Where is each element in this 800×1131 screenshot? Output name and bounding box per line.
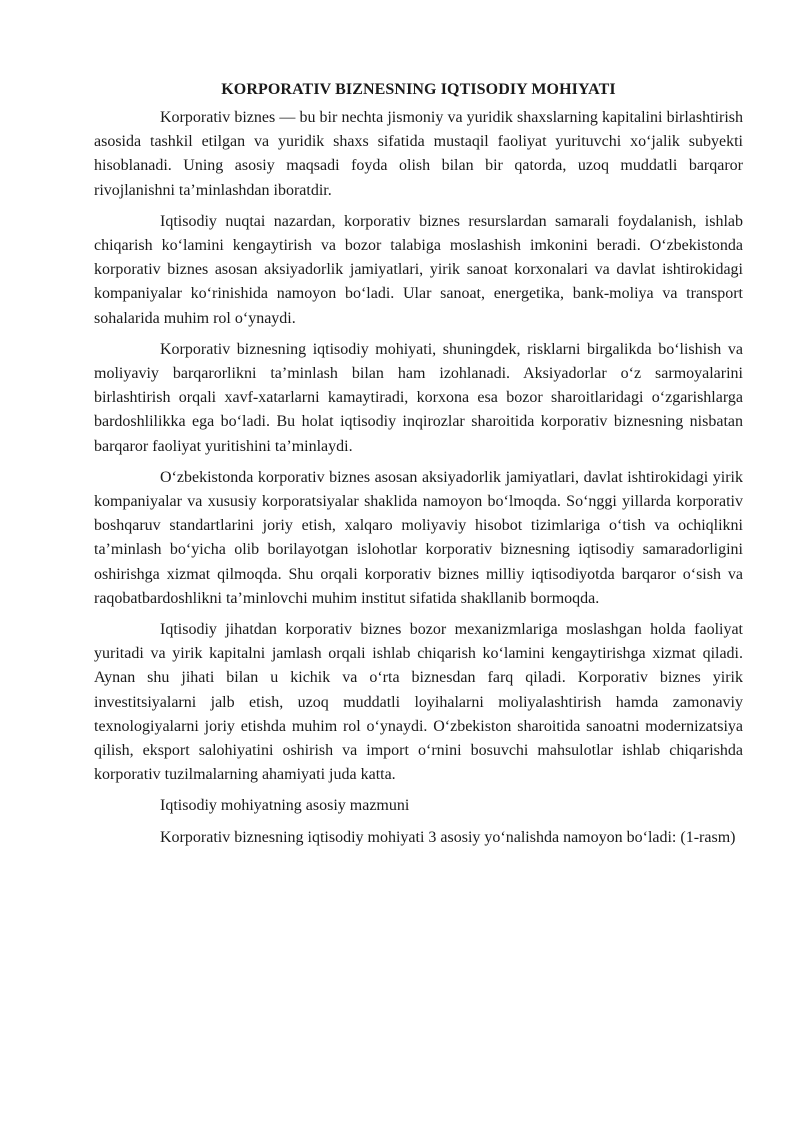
paragraph-3: Korporativ biznesning iqtisodiy mohiyati, shuningdek, risklarni birgalikda bo‘lishish va moliyaviy barqarorlikni ta’minlash bilan ham izohlanadi. Aksiyadorlar o‘z sarmoyalarini birlashtirish orqali xavf-xatarlarni kamaytiradi, korxona esa bozor sharoitlaridagi o‘zgarishlarga bardoshlilikka ega bo‘ladi. Bu holat iqtisodiy inqirozlar sharoitida korporativ biznesning nisbatan barqaror faoliyat yuritishini ta’minlaydi. — [94, 340, 743, 455]
paragraph-4: O‘zbekistonda korporativ biznes asosan aksiyadorlik jamiyatlari, davlat ishtirokidagi yirik kompaniyalar va xususiy korporatsiyalar shaklida namoyon bo‘lmoqda. So‘nggi yillarda korporativ boshqaruv standartlarini joriy etish, xalqaro moliyaviy hisobot tizimlariga o‘tish va ochiqlikni ta’minlash bo‘yicha olib borilayotgan islohotlar korporativ biznesning iqtisodiy samaradorligini oshirishga xizmat qilmoqda. Shu orqali korporativ biznes milliy iqtisodiyotda barqaror o‘sish va raqobatbardoshlikni ta’minlovchi muhim institut sifatida shakllanib bormoqda. — [94, 468, 743, 607]
closing-paragraph: Korporativ biznesning iqtisodiy mohiyati 3 asosiy yo‘nalishda namoyon bo‘ladi: (1-rasm) — [160, 828, 736, 846]
section-subheading: Iqtisodiy mohiyatning asosiy mazmuni — [160, 797, 410, 815]
paragraph-2: Iqtisodiy nuqtai nazardan, korporativ biznes resurslardan samarali foydalanish, ishlab chiqarish ko‘lamini kengaytirish va bozor talabiga moslashish imkonini beradi. O‘zbekistonda korporativ biznes asosan aksiyadorlik jamiyatlari, yirik sanoat korxonalari va davlat ishtirokidagi kompaniyalar ko‘rinishida namoyon bo‘ladi. Ular sanoat, energetika, bank-moliya va transport sohalarida muhim rol o‘ynaydi. — [94, 212, 743, 327]
paragraph-5: Iqtisodiy jihatdan korporativ biznes bozor mexanizmlariga moslashgan holda faoliyat yuritadi va yirik kapitalni jamlash orqali ishlab chiqarish ko‘lamini kengaytirishga xizmat qiladi. Aynan shu jihati bilan u kichik va o‘rta biznesdan farq qiladi. Korporativ biznes yirik investitsiyalarni jalb etish, uzoq muddatli loyihalarni moliyalashtirish hamda zamonaviy texnologiyalarni joriy etishda muhim rol o‘ynaydi. O‘zbekiston sharoitida sanoatni modernizatsiya qilish, eksport salohiyatini oshirish va import o‘rnini bosuvchi mahsulotlar ishlab chiqarishda korporativ tuzilmalarning ahamiyati juda katta. — [94, 621, 743, 784]
page-title: KORPORATIV BIZNESNING IQTISODIY MOHIYATI — [221, 81, 616, 98]
paragraph-1: Korporativ biznes — bu bir nechta jismoniy va yuridik shaxslarning kapitalini birlashtirish asosida tashkil etilgan va yuridik shaxs sifatida mustaqil faoliyat yurituvchi xo‘jalik subyekti hisoblanadi. Uning asosiy maqsadi foyda olish bilan bir qatorda, uzoq muddatli barqaror rivojlanishni ta’minlashdan iboratdir. — [94, 109, 743, 199]
